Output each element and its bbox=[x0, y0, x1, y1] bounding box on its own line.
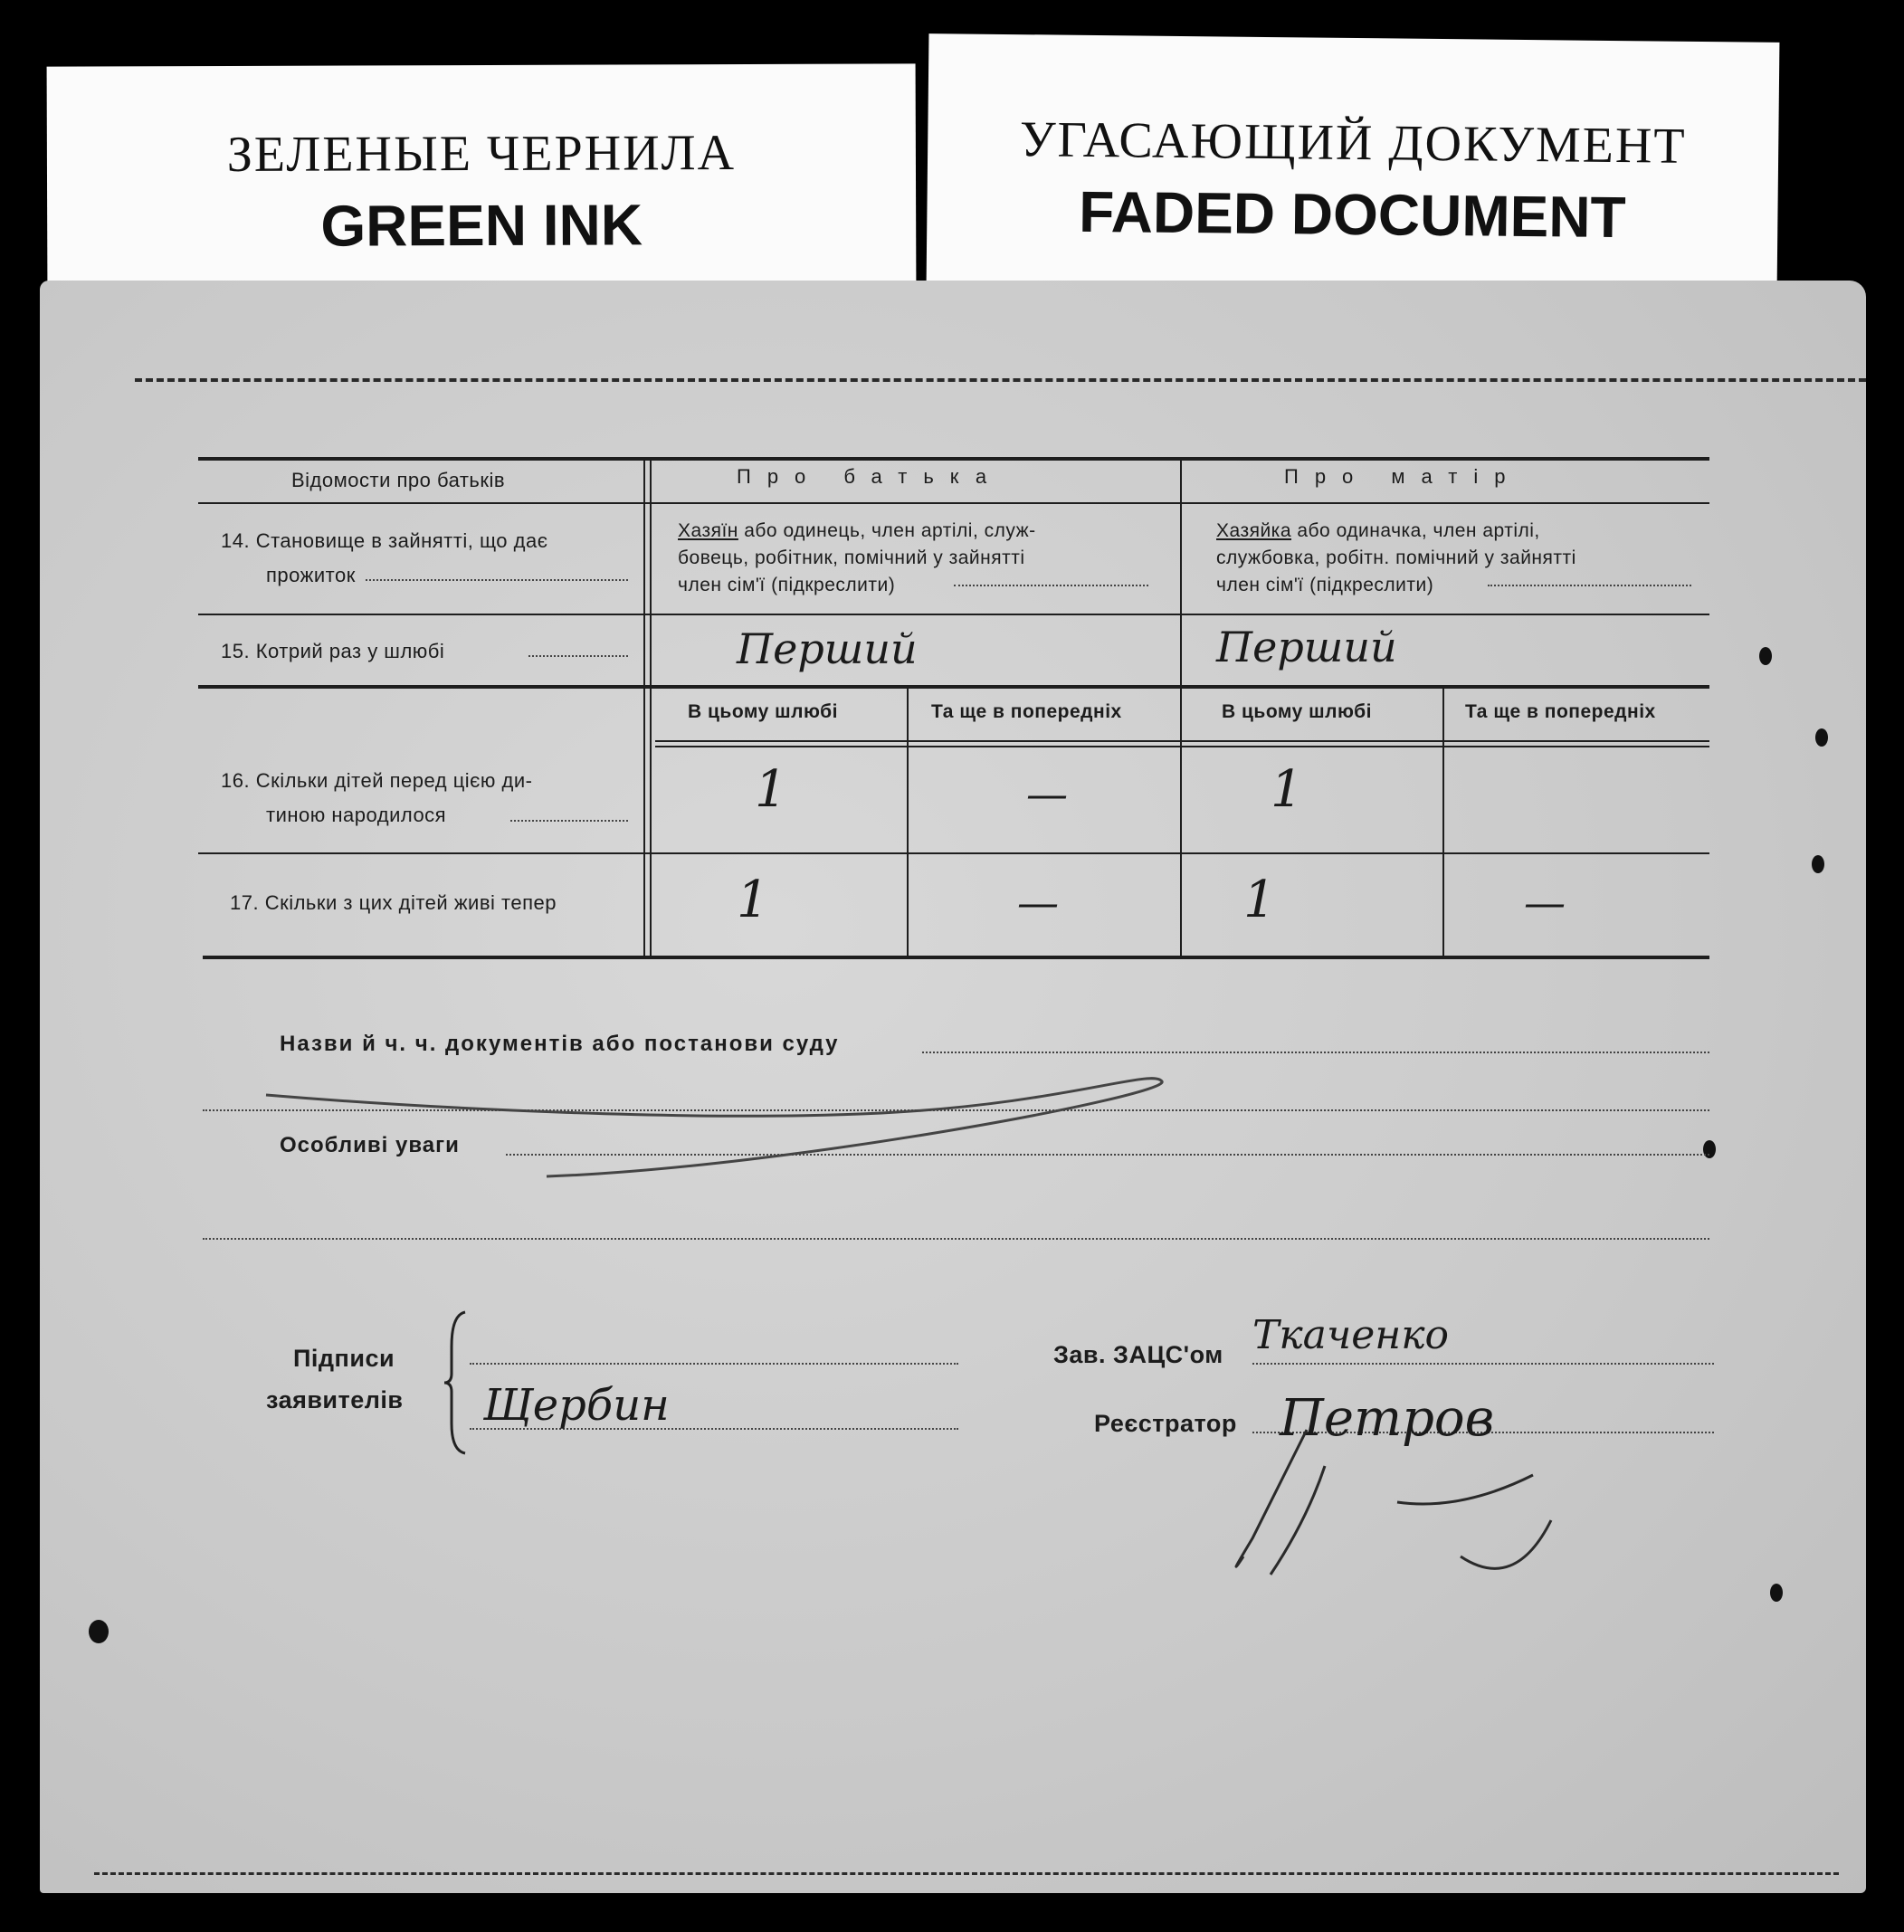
row14-father-text: або одинець, член артілі, служ- bbox=[738, 520, 1036, 541]
row14-mother-text: або одиначка, член артілі, bbox=[1291, 520, 1540, 541]
binding-hole bbox=[1770, 1584, 1783, 1602]
row16-father-prev: — bbox=[1026, 769, 1068, 818]
row14-label: 14. Становище в зайнятті, що дає bbox=[221, 529, 548, 552]
table-rule bbox=[655, 740, 1709, 742]
binding-hole bbox=[89, 1620, 109, 1643]
green-ink-label-ru: ЗЕЛЕНЫЕ ЧЕРНИЛА bbox=[226, 125, 737, 183]
row14-label-cont: прожиток bbox=[266, 564, 356, 586]
table-top-rule bbox=[198, 457, 1709, 461]
binding-hole bbox=[1815, 728, 1828, 747]
header-father: Про батька bbox=[737, 465, 1004, 488]
row14-father-text: член сім'ї (підкреслити) bbox=[678, 575, 896, 595]
table-rule bbox=[198, 852, 1709, 854]
table-rule bbox=[198, 685, 1709, 689]
remarks-label: Особливі уваги bbox=[280, 1133, 460, 1157]
row14-father-text: бовець, робітник, помічний у зайнятті bbox=[678, 547, 1025, 568]
subheader-father-this: В цьому шлюбі bbox=[688, 701, 838, 722]
row15-father-handwritten: Перший bbox=[737, 624, 918, 673]
head-label: Зав. ЗАЦС'ом bbox=[1053, 1341, 1223, 1368]
row14-father-options bbox=[678, 518, 1171, 599]
row14-mother-text: член сім'ї (підкреслити) bbox=[1216, 575, 1434, 595]
row17-mother-prev: — bbox=[1524, 878, 1566, 927]
leader-dots bbox=[528, 655, 628, 657]
registrar-label: Реєстратор bbox=[1094, 1410, 1237, 1437]
subheader-mother-this: В цьому шлюбі bbox=[1222, 701, 1372, 722]
signature-bracket bbox=[443, 1310, 470, 1455]
subheader-father-previous: Та ще в попередніх bbox=[931, 701, 1122, 722]
leader-dots bbox=[954, 585, 1148, 586]
row16-label: 16. Скільки дітей перед цією ди- bbox=[221, 769, 533, 792]
table-col-divider bbox=[1442, 688, 1444, 957]
header-parents-info: Відомости про батьків bbox=[291, 469, 506, 491]
signatures-label: Підписи bbox=[293, 1345, 395, 1372]
leader-dots bbox=[510, 820, 628, 822]
table-rule bbox=[198, 614, 1709, 615]
row16-father-this: 1 bbox=[755, 760, 787, 819]
table-bottom-rule bbox=[203, 956, 1709, 959]
table-col-divider bbox=[907, 688, 909, 957]
applicant-signature: Щербин bbox=[483, 1380, 670, 1431]
faded-document-label-ru: УГАСАЮЩИЙ ДОКУМЕНТ bbox=[1019, 111, 1687, 175]
row17-father-prev: — bbox=[1017, 878, 1059, 927]
signatures-label-cont: заявителів bbox=[266, 1386, 404, 1413]
row16-mother-this: 1 bbox=[1271, 760, 1303, 819]
leader-dots bbox=[366, 579, 628, 581]
perforation-bottom bbox=[94, 1872, 1839, 1875]
binding-hole bbox=[1759, 647, 1772, 665]
binding-hole bbox=[1703, 1140, 1716, 1158]
subheader-mother-previous: Та ще в попередніх bbox=[1465, 701, 1656, 722]
row15-mother-handwritten: Перший bbox=[1216, 623, 1397, 671]
registrar-signature: Петров bbox=[1280, 1389, 1495, 1448]
table-rule bbox=[198, 502, 1709, 504]
table-col-divider bbox=[643, 460, 645, 957]
row14-mother-options bbox=[1216, 518, 1705, 599]
perforation-top bbox=[135, 378, 1866, 382]
binding-hole bbox=[1812, 855, 1824, 873]
document-sheet bbox=[40, 281, 1866, 1893]
green-ink-label-card bbox=[47, 63, 917, 290]
head-signature: Ткаченко bbox=[1252, 1312, 1450, 1358]
row17-label: 17. Скільки з цих дітей живі тепер bbox=[230, 891, 557, 914]
leader-dots bbox=[1488, 585, 1691, 586]
row16-label-cont: тиною народилося bbox=[266, 804, 447, 826]
header-mother: Про матір bbox=[1284, 465, 1522, 488]
crossout-stroke bbox=[248, 1059, 1424, 1240]
table-col-divider bbox=[1180, 460, 1182, 957]
documents-line bbox=[922, 1052, 1709, 1053]
green-ink-label-en: GREEN INK bbox=[320, 192, 643, 259]
row14-mother-underlined: Хазяйка bbox=[1216, 520, 1292, 541]
table-rule bbox=[655, 746, 1709, 747]
signature-line-1 bbox=[470, 1363, 958, 1365]
row17-father-this: 1 bbox=[737, 871, 769, 929]
faded-document-label-card bbox=[927, 33, 1780, 296]
row14-mother-text: службовка, робітн. помічний у зайнятті bbox=[1216, 547, 1576, 568]
registrar-signature-flourish bbox=[1189, 1412, 1569, 1593]
row15-label: 15. Котрий раз у шлюбі bbox=[221, 640, 445, 662]
documents-label: Назви й ч. ч. документів або постанови суду bbox=[280, 1032, 840, 1056]
faded-document-label-en: FADED DOCUMENT bbox=[1078, 178, 1627, 251]
row17-mother-this: 1 bbox=[1243, 871, 1276, 929]
row14-father-underlined: Хазяїн bbox=[678, 520, 738, 541]
head-signature-line bbox=[1252, 1363, 1714, 1365]
table-col-divider bbox=[650, 460, 652, 957]
